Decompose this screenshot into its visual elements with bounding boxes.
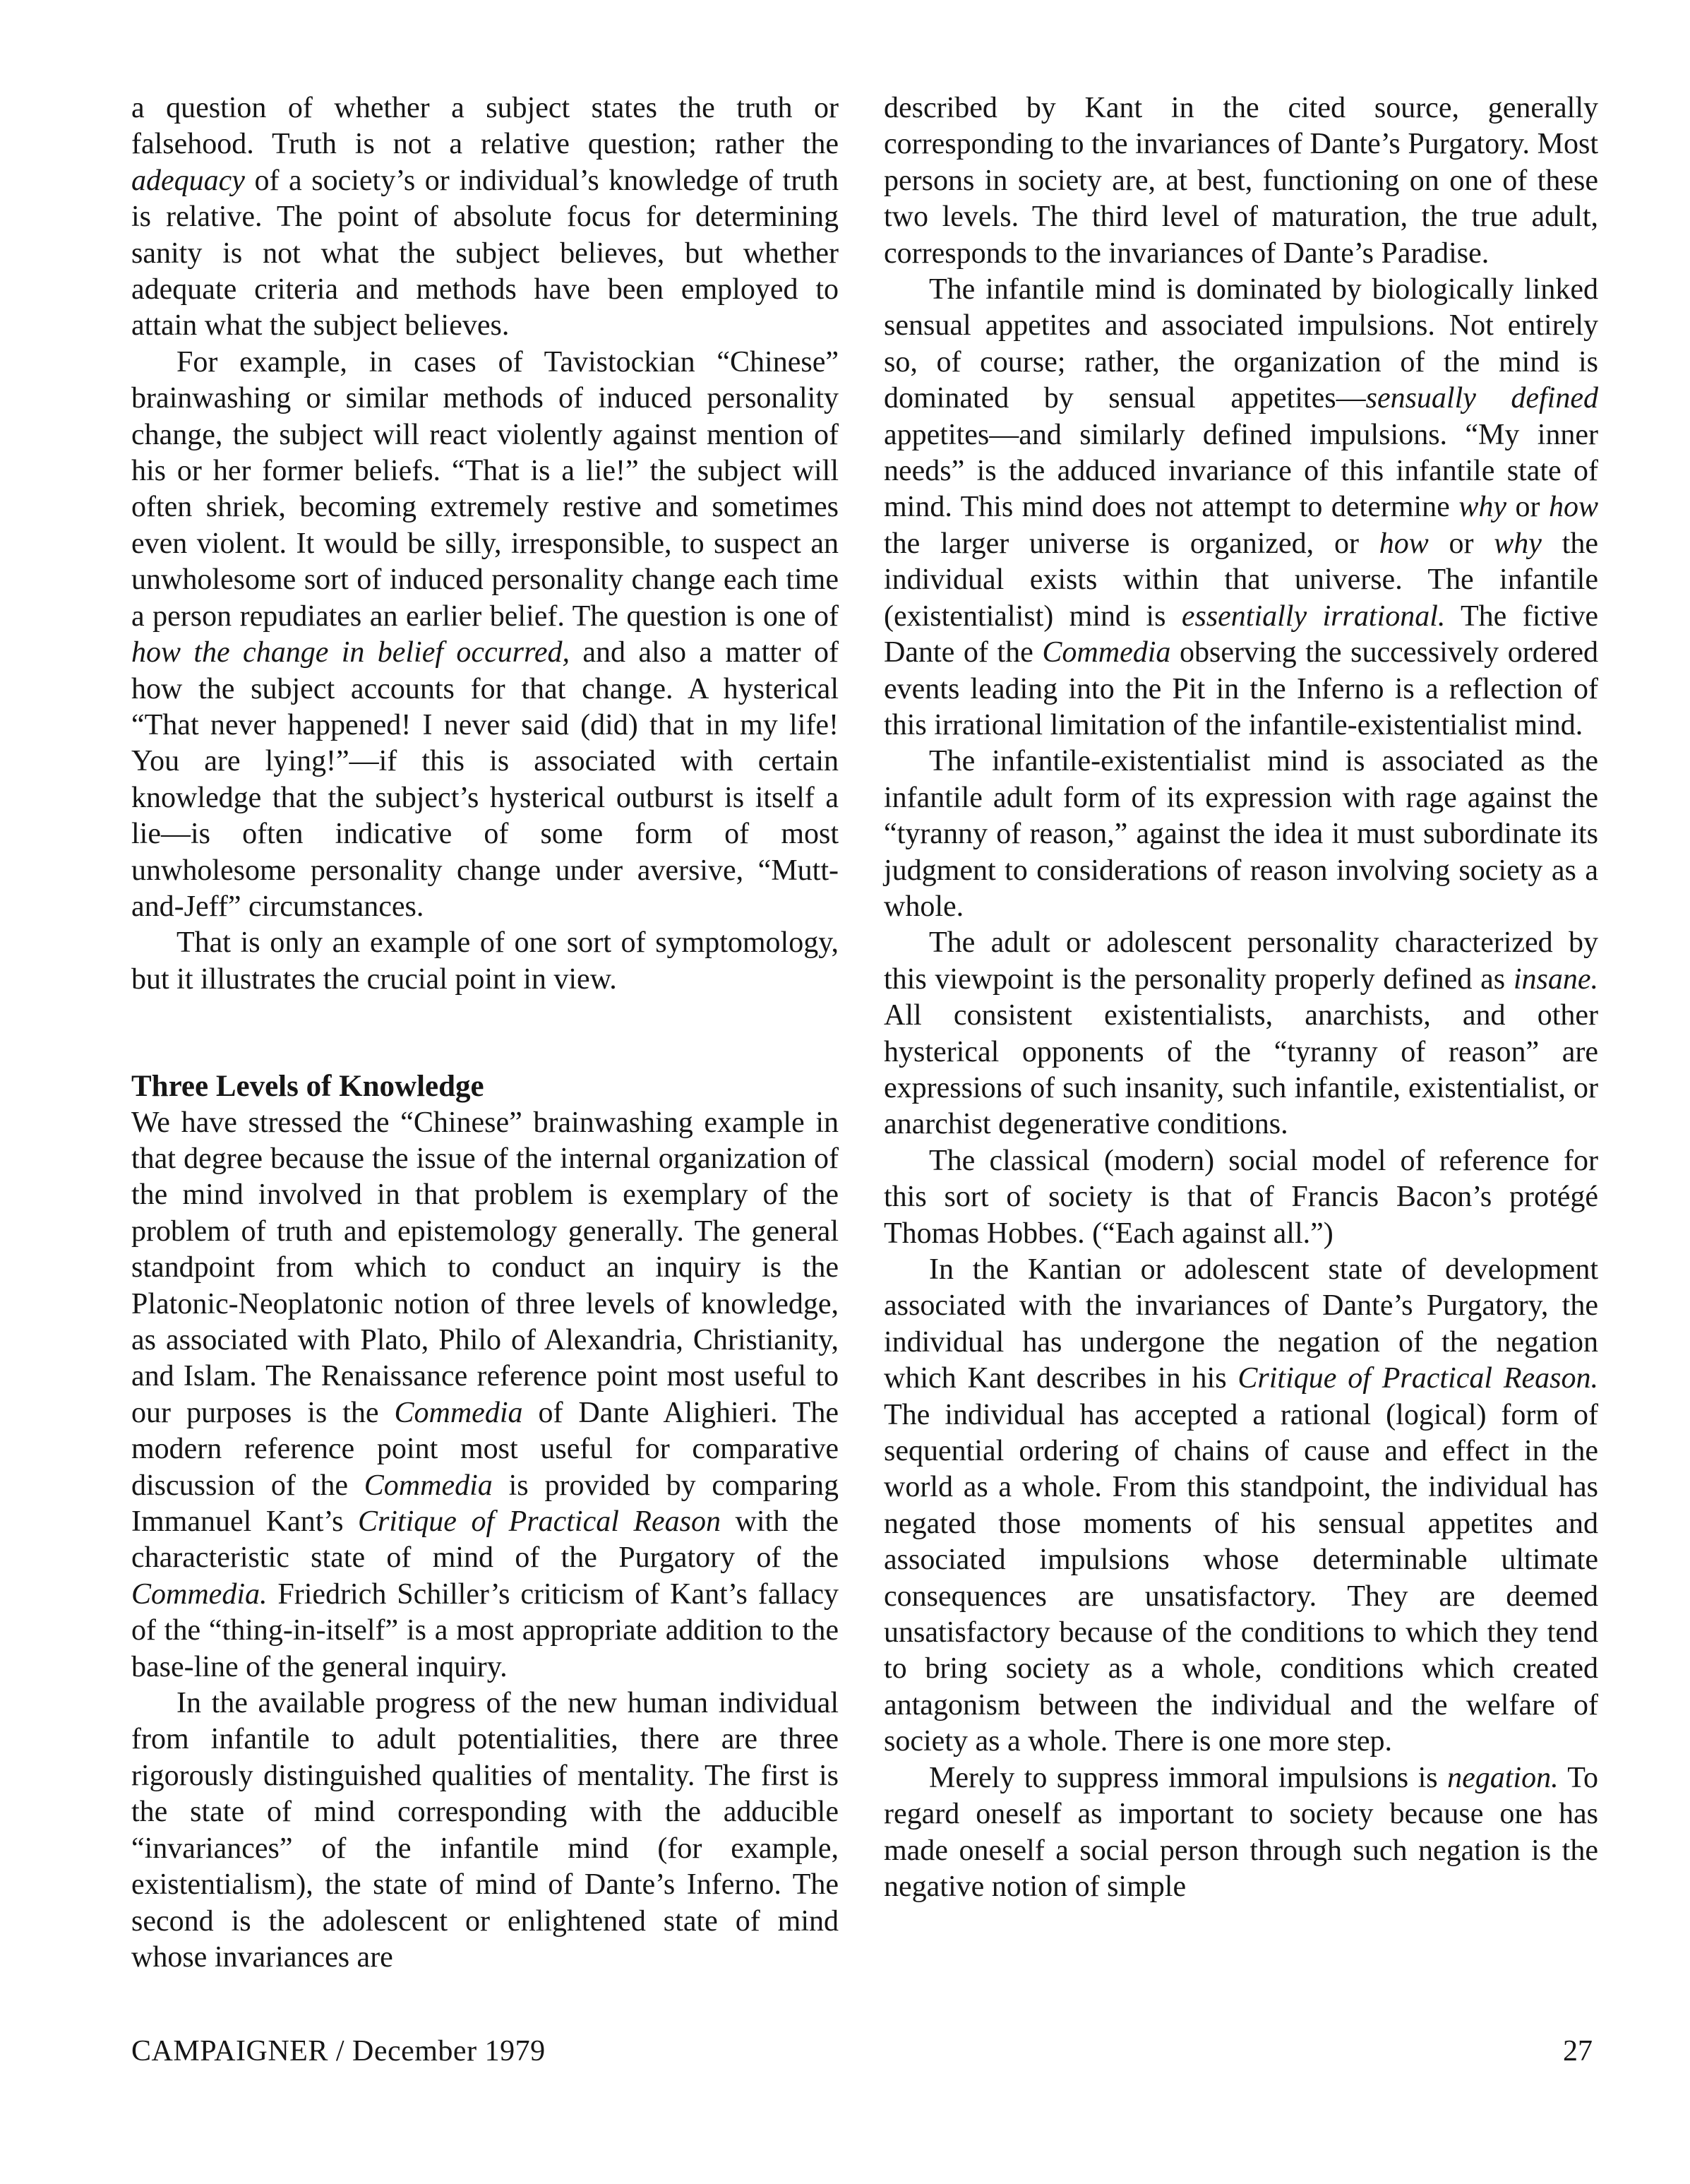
paragraph: a question of whether a subject states the truth or falsehood. Truth is not a relative question; rather the adequacy of a society’s or individual’s knowledge of truth is relative. The point of absolute focus for determining sanity is not what the subject believes, but whether adequate criteria and methods have been employed to attain what the subject believes. xyxy=(131,92,839,342)
paragraph: The adult or adolescent personality characterized by this viewpoint is the personality properly defined as insane. All consistent existentialists, anarchists, and other hysterical opponents of the “tyranny of reason” are expressions of such insanity, such infantile, existentialist, or anarchist degenerative conditions. xyxy=(884,926,1598,1141)
paragraph: The infantile-existentialist mind is associated as the infantile adult form of its expression with rage against the “tyranny of reason,” against the idea it must subordinate its judgment to considerations of reason involving society as a whole. xyxy=(884,745,1598,923)
paragraph: For example, in cases of Tavistockian “Chinese” brainwashing or similar methods of induced personality change, the subject will react violently against mention of his or her former beliefs. “That is a lie!” the subject will often shriek, becoming extremely restive and sometimes even violent. It would be silly, irresponsible, to suspect an unwholesome sort of induced personality change each time a person repudiates an earlier belief. The question is one of how the change in belief occurred, and also a matter of how the subject accounts for that change. A hysterical “That never happened! I never said (did) that in my life! You are lying!”—if this is associated with certain knowledge that the subject’s hysterical outburst is itself a lie—is often indicative of some form of most unwholesome personality change under aversive, “Mutt-and-Jeff” circumstances. xyxy=(131,345,839,923)
paragraph: That is only an example of one sort of symptomology, but it illustrates the crucial point in view. xyxy=(131,926,839,996)
paragraph: The classical (modern) social model of reference for this sort of society is that of Francis Bacon’s protégé Thomas Hobbes. (“Each against all.”) xyxy=(884,1144,1598,1250)
publication-footer: CAMPAIGNER / December 1979 xyxy=(131,2035,546,2067)
paragraph: described by Kant in the cited source, generally corresponding to the invariances of Dante’s Purgatory. Most persons in society are, at best, functioning on one of these two levels. The third level of maturation, the true adult, corresponds to the invariances of Dante’s Paradise. xyxy=(884,92,1598,270)
paragraph: Merely to suppress immoral impulsions is negation. To regard oneself as important to society because one has made oneself a social person through such negation is the negative notion of simple xyxy=(884,1761,1599,1903)
left-column xyxy=(131,90,839,1976)
paragraph: We have stressed the “Chinese” brainwashing example in that degree because the issue of the internal organization of the mind involved in that problem is exemplary of the problem of truth and epistemology generally. The general standpoint from which to conduct an inquiry is the Platonic-Neoplatonic notion of three levels of knowledge, as associated with Plato, Philo of Alexandria, Christianity, and Islam. The Renaissance reference point most useful to our purposes is the Commedia of Dante Alighieri. The modern reference point most useful for comparative discussion of the Commedia is provided by comparing Immanuel Kant’s Critique of Practical Reason with the characteristic state of mind of the Purgatory of the Commedia. Friedrich Schiller’s criticism of Kant’s fallacy of the “thing-in-itself” is a most appropriate addition to the base-line of the general inquiry. xyxy=(131,1106,839,1683)
page-number: 27 xyxy=(1563,2035,1593,2067)
right-column xyxy=(884,90,1598,1905)
paragraph: In the available progress of the new human individual from infantile to adult potentialities, there are three rigorously distinguished qualities of mentality. The first is the state of mind corresponding with the adducible “invariances” of the infantile mind (for example, existentialism), the state of mind of Dante’s Inferno. The second is the adolescent or enlightened state of mind whose invariances are xyxy=(131,1687,839,1974)
section-heading: Three Levels of Knowledge xyxy=(131,1070,484,1104)
paragraph: The infantile mind is dominated by biologically linked sensual appetites and associated impulsions. Not entirely so, of course; rather, the organization of the mind is dominated by sensual appetites—sensually defined appetites—and similarly defined impulsions. “My inner needs” is the adduced invariance of this infantile state of mind. This mind does not attempt to determine why or how the larger universe is organized, or how or why the individual exists within that universe. The infantile (existentialist) mind is essentially irrational. The fictive Dante of the Commedia observing the successively ordered events leading into the Pit in the Inferno is a reflection of this irrational limitation of the infantile-existentialist mind. xyxy=(884,273,1599,741)
paragraph: In the Kantian or adolescent state of development associated with the invariances of Dante’s Purgatory, the individual has undergone the negation of the negation which Kant describes in his Critique of Practical Reason. The individual has accepted a rational (logical) form of sequential ordering of chains of cause and effect in the world as a whole. From this standpoint, the individual has negated those moments of his sensual appetites and associated impulsions whose determinable ultimate consequences are unsatisfactory. They are deemed unsatisfactory because of the conditions to which they tend to bring society as a whole, conditions which created antagonism between the individual and the welfare of society as a whole. There is one more step. xyxy=(884,1253,1598,1758)
